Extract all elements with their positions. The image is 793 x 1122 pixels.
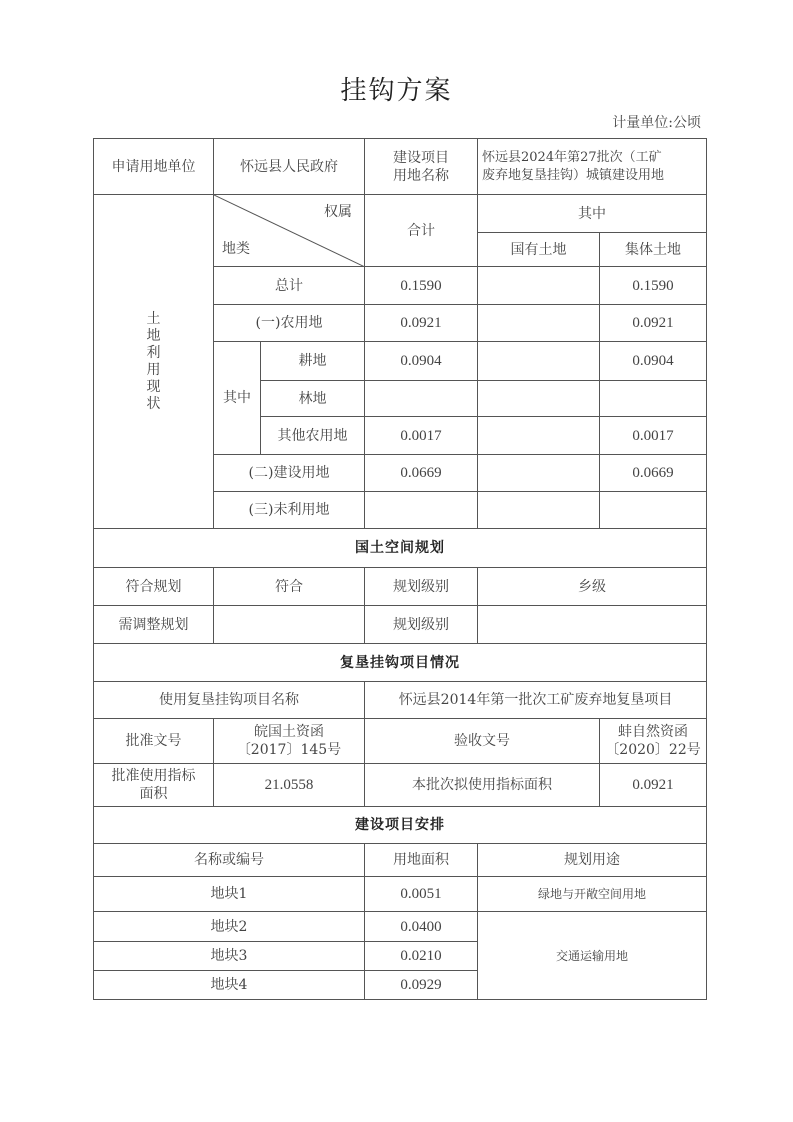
land-row-total-value: 0.1590 — [365, 267, 478, 305]
sub-among-label: 其中 — [214, 342, 261, 455]
land-row-name: 林地 — [261, 381, 365, 417]
arrangement-row-area: 0.0051 — [365, 877, 478, 912]
arrangement-col-area: 用地面积 — [365, 844, 478, 877]
arrangement-row-area: 0.0210 — [365, 942, 478, 971]
land-row-total-value: 0.0669 — [365, 455, 478, 492]
planning-section-row — [94, 529, 707, 568]
land-row-collective-value: 0.0921 — [600, 305, 707, 342]
project-name-label — [365, 139, 478, 195]
land-row-state-value — [478, 455, 600, 492]
land-row-name: 总计 — [214, 267, 365, 305]
unit-label: 计量单位:公顷 — [612, 115, 701, 131]
land-row-collective-value — [600, 492, 707, 529]
level-value-2 — [478, 606, 707, 644]
land-row-collective-value: 0.0669 — [600, 455, 707, 492]
adjust-label: 需调整规划 — [94, 606, 214, 644]
land-row-state-value — [478, 305, 600, 342]
arrangement-row — [94, 912, 707, 942]
arrangement-row-area: 0.0400 — [365, 912, 478, 942]
land-use-side-label — [94, 195, 214, 529]
acceptance-label: 验收文号 — [365, 719, 600, 764]
level-value: 乡级 — [478, 568, 707, 606]
reclamation-area-row — [94, 764, 707, 807]
land-row-name: 耕地 — [261, 342, 365, 381]
this-batch-value: 0.0921 — [600, 764, 707, 807]
arrangement-row-name: 地块4 — [94, 971, 365, 1000]
header-ownership: 权属 — [324, 204, 352, 220]
land-row-collective-value: 0.0017 — [600, 417, 707, 455]
planning-section-title: 国土空间规划 — [94, 529, 707, 568]
reclamation-section-row — [94, 644, 707, 682]
project-name-line2: 废弃地复垦挂钩）城镇建设用地 — [482, 167, 665, 183]
land-row-state-value — [478, 381, 600, 417]
acceptance-value-line2: 〔2020〕22号 — [605, 742, 701, 758]
reclamation-project-row — [94, 682, 707, 719]
header-collective-land: 集体土地 — [600, 233, 707, 267]
reclamation-section-title: 复垦挂钩项目情况 — [94, 644, 707, 682]
land-row-name: (二)建设用地 — [214, 455, 365, 492]
land-row-total-value: 0.0017 — [365, 417, 478, 455]
acceptance-value-line1: 蚌自然资函 — [618, 724, 688, 740]
land-row-state-value — [478, 267, 600, 305]
level-label: 规划级别 — [365, 568, 478, 606]
arrangement-header-row — [94, 844, 707, 877]
arrangement-use-green: 绿地与开敞空间用地 — [478, 877, 707, 912]
approval-label: 批准文号 — [94, 719, 214, 764]
planning-conform-row — [94, 568, 707, 606]
project-label-line2: 用地名称 — [393, 167, 449, 184]
header-state-land: 国有土地 — [478, 233, 600, 267]
arrangement-col-name: 名称或编号 — [94, 844, 365, 877]
land-row-total-value: 0.0904 — [365, 342, 478, 381]
land-row-state-value — [478, 492, 600, 529]
land-row-name: 其他农用地 — [261, 417, 365, 455]
land-row-total-value — [365, 381, 478, 417]
land-row-collective-value: 0.0904 — [600, 342, 707, 381]
approved-area-label — [94, 764, 214, 807]
approved-area-label-line2: 面积 — [139, 786, 168, 802]
this-batch-label: 本批次拟使用指标面积 — [365, 764, 600, 807]
conform-value: 符合 — [214, 568, 365, 606]
conform-label: 符合规划 — [94, 568, 214, 606]
land-row-total-value: 0.0921 — [365, 305, 478, 342]
arrangement-use-transport: 交通运输用地 — [478, 912, 707, 1000]
land-use-header-row-1 — [94, 195, 707, 233]
land-row-name: (三)未利用地 — [214, 492, 365, 529]
reclamation-project-value: 怀远县2014年第一批次工矿废弃地复垦项目 — [365, 682, 707, 719]
planning-adjust-row — [94, 606, 707, 644]
project-label-line1: 建设项目 — [393, 149, 449, 166]
acceptance-value — [600, 719, 707, 764]
land-use-side-text: 土地利用现状 — [146, 310, 161, 412]
level-label-2: 规划级别 — [365, 606, 478, 644]
approved-area-label-line1: 批准使用指标 — [111, 768, 196, 784]
arrangement-row — [94, 877, 707, 912]
land-row-total-value — [365, 492, 478, 529]
land-row-name: (一)农用地 — [214, 305, 365, 342]
header-total: 合计 — [365, 195, 478, 267]
land-row-state-value — [478, 417, 600, 455]
applicant-label: 申请用地单位 — [94, 139, 214, 195]
applicant-value: 怀远县人民政府 — [214, 139, 365, 195]
approval-value-line2: 〔2017〕145号 — [236, 742, 342, 758]
adjust-value — [214, 606, 365, 644]
plan-table — [93, 138, 707, 1000]
header-category: 地类 — [222, 241, 250, 257]
arrangement-section-title: 建设项目安排 — [94, 807, 707, 844]
reclamation-project-label: 使用复垦挂钩项目名称 — [94, 682, 365, 719]
arrangement-col-use: 规划用途 — [478, 844, 707, 877]
land-row-collective-value — [600, 381, 707, 417]
land-row-collective-value: 0.1590 — [600, 267, 707, 305]
approval-value-line1: 皖国土资函 — [254, 724, 324, 740]
applicant-row — [94, 139, 707, 195]
diagonal-header-cell — [214, 195, 365, 267]
page-title: 挂钩方案 — [340, 76, 453, 106]
approval-value — [214, 719, 365, 764]
arrangement-section-row — [94, 807, 707, 844]
arrangement-row-area: 0.0929 — [365, 971, 478, 1000]
project-name-value — [478, 139, 707, 195]
reclamation-approval-row — [94, 719, 707, 764]
arrangement-row-name: 地块1 — [94, 877, 365, 912]
header-among: 其中 — [478, 195, 707, 233]
land-row-state-value — [478, 342, 600, 381]
approved-area-value: 21.0558 — [214, 764, 365, 807]
arrangement-row-name: 地块3 — [94, 942, 365, 971]
arrangement-row-name: 地块2 — [94, 912, 365, 942]
project-name-line1: 怀远县2024年第27批次（工矿 — [482, 149, 662, 165]
